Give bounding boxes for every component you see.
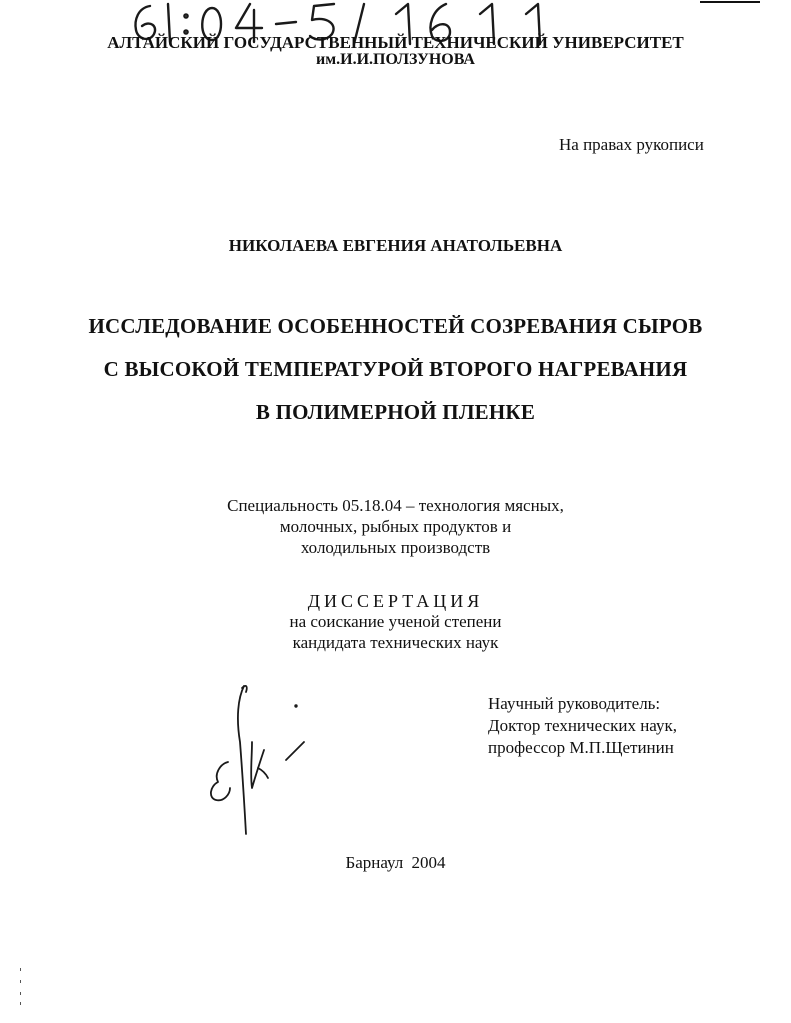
advisor-label: Научный руководитель: bbox=[488, 694, 661, 713]
thesis-title-line: С ВЫСОКОЙ ТЕМПЕРАТУРОЙ ВТОРОГО НАГРЕВАНИЯ bbox=[103, 357, 688, 381]
signature bbox=[200, 678, 320, 838]
author-name: НИКОЛАЕВА ЕВГЕНИЯ АНАТОЛЬЕВНА bbox=[228, 236, 563, 255]
scan-edge-mark bbox=[700, 0, 760, 6]
specialty-line: молочных, рыбных продуктов и bbox=[279, 517, 512, 536]
dissertation-heading: ДИССЕРТАЦИЯ bbox=[307, 591, 484, 611]
thesis-title-line: В ПОЛИМЕРНОЙ ПЛЕНКЕ bbox=[255, 400, 536, 424]
advisor-name: профессор М.П.Щетинин bbox=[488, 738, 674, 757]
scan-margin-marks bbox=[18, 968, 24, 1008]
specialty-line: Специальность 05.18.04 – технология мясных, bbox=[227, 496, 564, 515]
thesis-title-line: ИССЛЕДОВАНИЕ ОСОБЕННОСТЕЙ СОЗРЕВАНИЯ СЫРОВ bbox=[88, 314, 703, 338]
degree-line: на соискание ученой степени bbox=[289, 612, 502, 631]
specialty-line: холодильных производств bbox=[300, 538, 491, 557]
university-honorific: им.И.И.ПОЛЗУНОВА bbox=[316, 51, 475, 68]
degree-line: кандидата технических наук bbox=[292, 633, 499, 652]
university-name: АЛТАЙСКИЙ ГОСУДАРСТВЕННЫЙ ТЕХНИЧЕСКИЙ УНИВЕРСИТЕТ bbox=[107, 33, 684, 52]
advisor-degree: Доктор технических наук, bbox=[488, 716, 677, 735]
city-and-year: Барнаул 2004 bbox=[345, 853, 446, 872]
manuscript-rights-note: На правах рукописи bbox=[559, 135, 704, 154]
